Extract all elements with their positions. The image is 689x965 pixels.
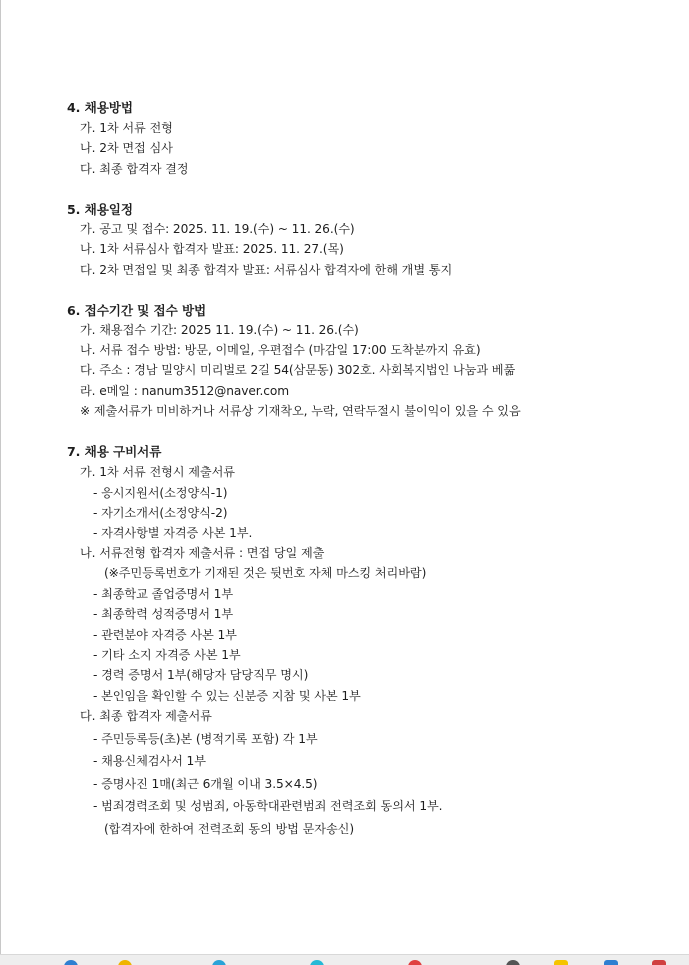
section-item: 라. e메일 : nanum3512@naver.com bbox=[80, 384, 290, 398]
section-item: 나. 2차 면접 심사 bbox=[80, 141, 173, 155]
list-item: - 본인임을 확인할 수 있는 신분증 지참 및 사본 1부 bbox=[93, 689, 361, 703]
section-subheading: 나. 서류전형 합격자 제출서류 : 면접 당일 제출 bbox=[80, 546, 325, 560]
section-item: 나. 1차 서류심사 합격자 발표: 2025. 11. 27.(목) bbox=[80, 242, 344, 256]
app-icon[interactable] bbox=[408, 960, 422, 965]
section-note: (합격자에 한하여 전력조회 동의 방법 문자송신) bbox=[104, 822, 354, 836]
list-item: - 최종학교 졸업증명서 1부 bbox=[93, 587, 234, 601]
list-item: - 자기소개서(소정양식-2) bbox=[93, 506, 228, 520]
list-item: - 자격사항별 자격증 사본 1부. bbox=[93, 526, 253, 540]
app-icon[interactable] bbox=[604, 960, 618, 965]
section-heading: 6. 접수기간 및 접수 방법 bbox=[67, 303, 207, 318]
section-note: ※ 제출서류가 미비하거나 서류상 기재착오, 누락, 연락두절시 불이익이 있을 수 있음 bbox=[80, 404, 521, 418]
app-icon[interactable] bbox=[212, 960, 226, 965]
section-heading: 7. 채용 구비서류 bbox=[67, 444, 162, 459]
list-item: - 최종학력 성적증명서 1부 bbox=[93, 607, 234, 621]
list-item: - 범죄경력조회 및 성범죄, 아동학대관련범죄 전력조회 동의서 1부. bbox=[93, 799, 443, 813]
section-item: 다. 최종 합격자 결정 bbox=[80, 162, 189, 176]
section-item: 다. 2차 면접일 및 최종 합격자 발표: 서류심사 합격자에 한해 개별 통지 bbox=[80, 263, 453, 277]
app-icon[interactable] bbox=[506, 960, 520, 965]
app-icon[interactable] bbox=[64, 960, 78, 965]
app-icon[interactable] bbox=[652, 960, 666, 965]
list-item: - 응시지원서(소정양식-1) bbox=[93, 486, 228, 500]
list-item: - 채용신체검사서 1부 bbox=[93, 754, 206, 768]
section-item: 다. 주소 : 경남 밀양시 미리벌로 2길 54(삼문동) 302호. 사회복지법인 나눔과 베풂 bbox=[80, 363, 516, 377]
list-item: - 증명사진 1매(최근 6개월 이내 3.5×4.5) bbox=[93, 777, 318, 791]
section-item: 가. 채용접수 기간: 2025 11. 19.(수) ~ 11. 26.(수) bbox=[80, 323, 359, 337]
list-item: - 기타 소지 자격증 사본 1부 bbox=[93, 648, 241, 662]
section-subheading: 다. 최종 합격자 제출서류 bbox=[80, 709, 212, 723]
app-icon[interactable] bbox=[554, 960, 568, 965]
section-note: (※주민등록번호가 기재된 것은 뒷번호 자체 마스킹 처리바람) bbox=[104, 566, 427, 580]
list-item: - 경력 증명서 1부(해당자 담당직무 명시) bbox=[93, 668, 309, 682]
section-item: 나. 서류 접수 방법: 방문, 이메일, 우편접수 (마감일 17:00 도착분까지 유효) bbox=[80, 343, 481, 357]
list-item: - 관련분야 자격증 사본 1부 bbox=[93, 628, 237, 642]
section-item: 가. 1차 서류 전형 bbox=[80, 121, 173, 135]
taskbar bbox=[0, 954, 689, 965]
section-item: 가. 공고 및 접수: 2025. 11. 19.(수) ~ 11. 26.(수) bbox=[80, 222, 355, 236]
folder-icon[interactable] bbox=[118, 960, 132, 965]
list-item: - 주민등록등(초)본 (병적기록 포함) 각 1부 bbox=[93, 732, 318, 746]
section-subheading: 가. 1차 서류 전형시 제출서류 bbox=[80, 465, 235, 479]
section-heading: 4. 채용방법 bbox=[67, 100, 133, 115]
section-heading: 5. 채용일정 bbox=[67, 202, 133, 217]
app-icon[interactable] bbox=[310, 960, 324, 965]
